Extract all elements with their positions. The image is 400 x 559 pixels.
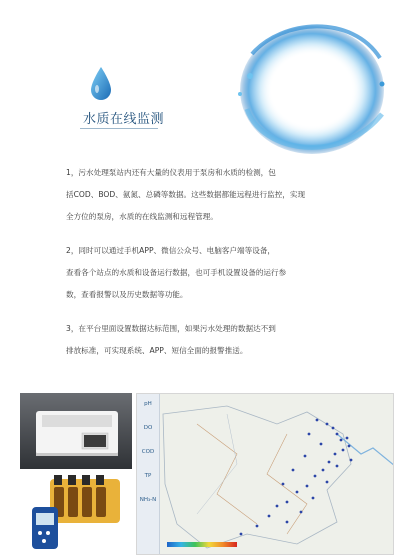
legend-do[interactable]: DO bbox=[143, 425, 153, 431]
paragraph-line: 数，查看报警以及历史数据等功能。 bbox=[66, 290, 188, 299]
bod-vials-photo bbox=[20, 473, 132, 555]
paragraph-line: 3，在平台里面设置数据达标范围，如果污水处理的数据达不到 bbox=[66, 324, 276, 333]
heading-underline bbox=[80, 128, 158, 129]
map-color-scale bbox=[167, 542, 237, 547]
paragraph-line: 括COD、BOD、氨氮、总磷等数据。这些数据都能远程进行监控，实现 bbox=[66, 190, 306, 199]
section-heading: 水质在线监测 bbox=[83, 112, 165, 127]
paragraph-3 bbox=[66, 318, 346, 362]
legend-ph[interactable]: pH bbox=[144, 401, 152, 407]
legend-cod[interactable]: COD bbox=[141, 449, 155, 455]
paragraph-line: 查看各个站点的水质和设备运行数据，也可手机设置设备的运行参 bbox=[66, 268, 287, 277]
paragraph-line: 1，污水处理泵站内还有大量的仪表用于泵房和水质的检测，包 bbox=[66, 168, 276, 177]
water-analyzer-photo bbox=[20, 393, 132, 469]
water-splash-ring-image bbox=[222, 14, 394, 164]
paragraph-2 bbox=[66, 240, 346, 306]
hero-banner bbox=[0, 0, 400, 175]
paragraph-line: 2，同时可以通过手机APP、微信公众号、电脑客户端等设备， bbox=[66, 246, 276, 255]
water-drop-icon bbox=[89, 66, 113, 102]
paragraph-1 bbox=[66, 162, 346, 228]
photo-strip bbox=[20, 393, 394, 555]
legend-nh3n[interactable]: NH₃-N bbox=[139, 497, 157, 503]
paragraph-line: 排放标准，可实现系统、APP、短信全面的报警推送。 bbox=[66, 346, 248, 355]
paragraph-line: 全方位的泵房，水质的在线监测和远程管理。 bbox=[66, 212, 218, 221]
legend-tp[interactable]: TP bbox=[144, 473, 152, 479]
monitoring-map[interactable] bbox=[136, 393, 394, 555]
